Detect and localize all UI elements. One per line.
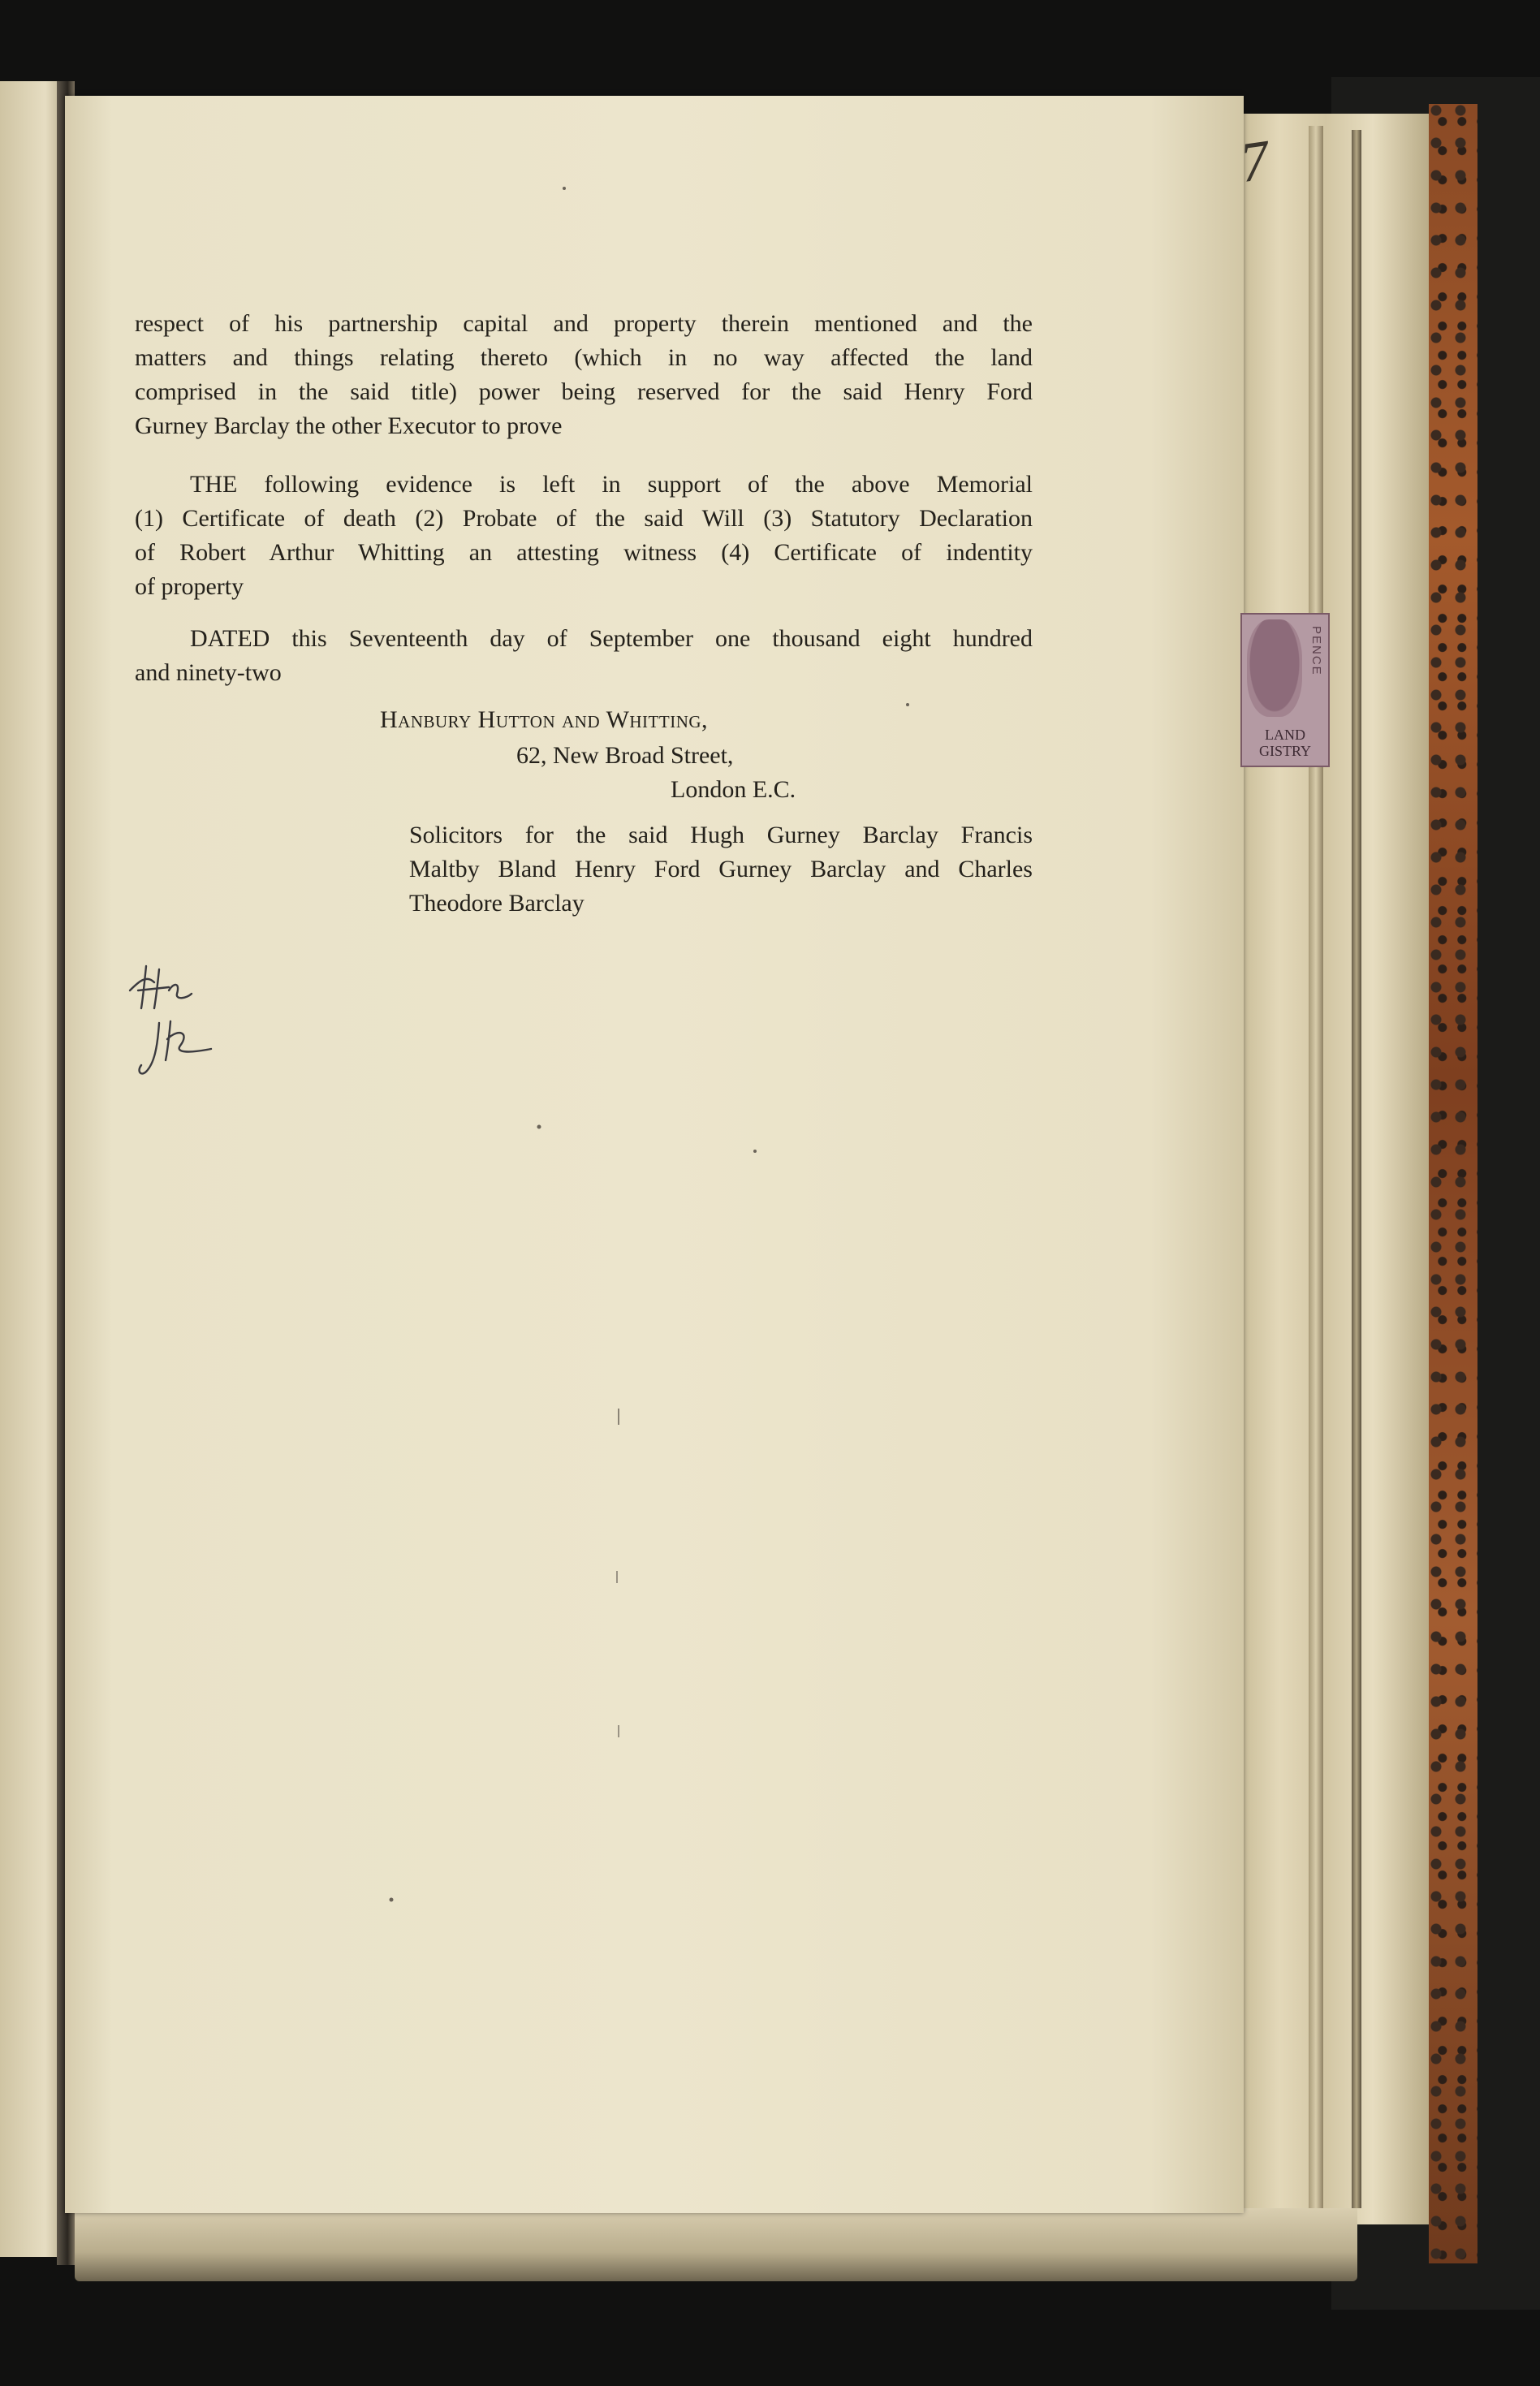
firm-city: London E.C. — [671, 776, 796, 803]
stamp-side-text: PENCE — [1309, 626, 1323, 676]
firm-street: 62, New Broad Street, — [516, 742, 734, 769]
page-number: 7 — [1236, 128, 1274, 196]
text-line: Gurney Barclay the other Executor to prove — [135, 412, 563, 439]
text-line: respect of his partnership capital and property therein mentioned and the — [135, 310, 1033, 337]
text-line: comprised in the said title) power being reserved for the said Henry Ford — [135, 378, 1033, 405]
text-line: matters and things relating thereto (which in no way affected the land — [135, 344, 1033, 371]
text-line: and ninety-two — [135, 659, 282, 686]
text-line: of property — [135, 573, 244, 600]
text-line: Maltby Bland Henry Ford Gurney Barclay and Charles — [409, 856, 1033, 882]
stamp-caption-line-1: LAND — [1265, 727, 1305, 743]
text-line: DATED this Seventeenth day of September one thousand eight hundred — [190, 625, 1033, 652]
firm-name: Hanbury Hutton and Whitting, — [380, 706, 709, 733]
text-line: Theodore Barclay — [409, 890, 585, 917]
text-line: of Robert Arthur Whitting an attesting witness (4) Certificate of indentity — [135, 539, 1033, 566]
text-line: THE following evidence is left in support of the above Memorial — [190, 471, 1033, 498]
text-line: Solicitors for the said Hugh Gurney Barclay Francis — [409, 822, 1033, 848]
text-line: (1) Certificate of death (2) Probate of the said Will (3) Statutory Declaration — [135, 505, 1033, 532]
stamp-caption-line-2: GISTRY — [1258, 743, 1311, 759]
